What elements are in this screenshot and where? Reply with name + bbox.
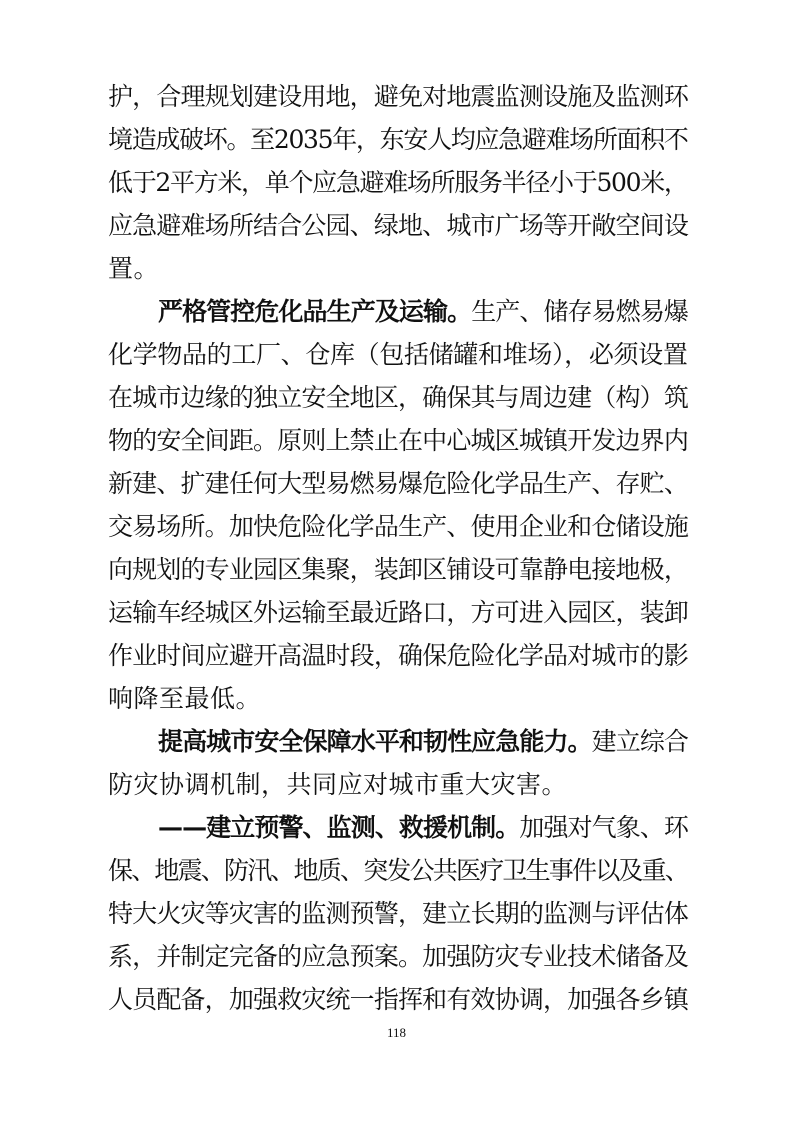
text-line [108, 856, 688, 886]
line-text: 作业时间应避开高温时段，确保危险化学品对城市的影 [108, 641, 689, 670]
line-text: 防灾协调机制，共同应对城市重大灾害。 [108, 770, 568, 799]
text-line [108, 383, 688, 413]
text-line [108, 641, 688, 671]
line-text: 化学物品的工厂、仓库（包括储罐和堆场），必须设置 [108, 340, 688, 369]
line-text: 向规划的专业园区集聚，装卸区铺设可靠静电接地极， [108, 555, 689, 584]
line-text: 人员配备，加强救灾统一指挥和有效协调，加强各乡镇 [108, 985, 689, 1014]
page-number: 118 [386, 1025, 407, 1040]
text-line [108, 168, 688, 198]
text-line [108, 555, 688, 585]
text-line [108, 899, 688, 929]
text-line [108, 684, 261, 714]
line-text: 新建、扩建任何大型易燃易爆危险化学品生产、存贮、 [108, 469, 689, 498]
line-text: 系，并制定完备的应急预案。加强防灾专业技术储备及 [108, 942, 689, 971]
text-line [158, 297, 688, 327]
text-line [108, 942, 688, 972]
line-text: 置。 [108, 254, 160, 283]
text-line [158, 727, 688, 757]
line-text: 保、地震、防汛、地质、突发公共医疗卫生事件以及重、 [108, 856, 689, 885]
line-text: 建立综合 [591, 727, 689, 756]
line-text: 响降至最低。 [108, 684, 262, 713]
line-text: 应急避难场所结合公园、绿地、城市广场等开敞空间设 [108, 211, 689, 240]
text-line [108, 211, 688, 241]
line-text: 特大火灾等灾害的监测预警，建立长期的监测与评估体 [108, 899, 689, 928]
text-line [108, 125, 688, 155]
text-line [108, 770, 567, 800]
text-line [108, 598, 688, 628]
text-line [108, 82, 688, 112]
bold-heading: ——建立预警、监测、救援机制。 [158, 813, 520, 842]
text-line [108, 985, 688, 1015]
line-text: 加强对气象、环 [519, 813, 689, 842]
line-text: 低于2平方米，单个应急避难场所服务半径小于500米， [108, 168, 688, 197]
text-line [158, 813, 688, 843]
line-text: 物的安全间距。原则上禁止在中心城区城镇开发边界内 [108, 426, 689, 455]
line-text: 境造成破坏。至2035年，东安人均应急避难场所面积不 [108, 125, 688, 154]
line-text: 交易场所。加快危险化学品生产、使用企业和仓储设施 [108, 512, 689, 541]
line-text: 在城市边缘的独立安全地区，确保其与周边建（构）筑 [108, 383, 689, 412]
line-text: 护，合理规划建设用地，避免对地震监测设施及监测环 [108, 82, 689, 111]
text-line [108, 426, 688, 456]
line-text: 生产、储存易燃易爆 [471, 297, 689, 326]
line-text: 运输车经城区外运输至最近路口，方可进入园区，装卸 [108, 598, 689, 627]
text-line [108, 469, 688, 499]
bold-heading: 严格管控危化品生产及运输。 [158, 297, 472, 326]
bold-heading: 提高城市安全保障水平和韧性应急能力。 [158, 727, 592, 756]
text-line [108, 254, 159, 284]
text-line [108, 512, 688, 542]
text-line [108, 340, 688, 370]
